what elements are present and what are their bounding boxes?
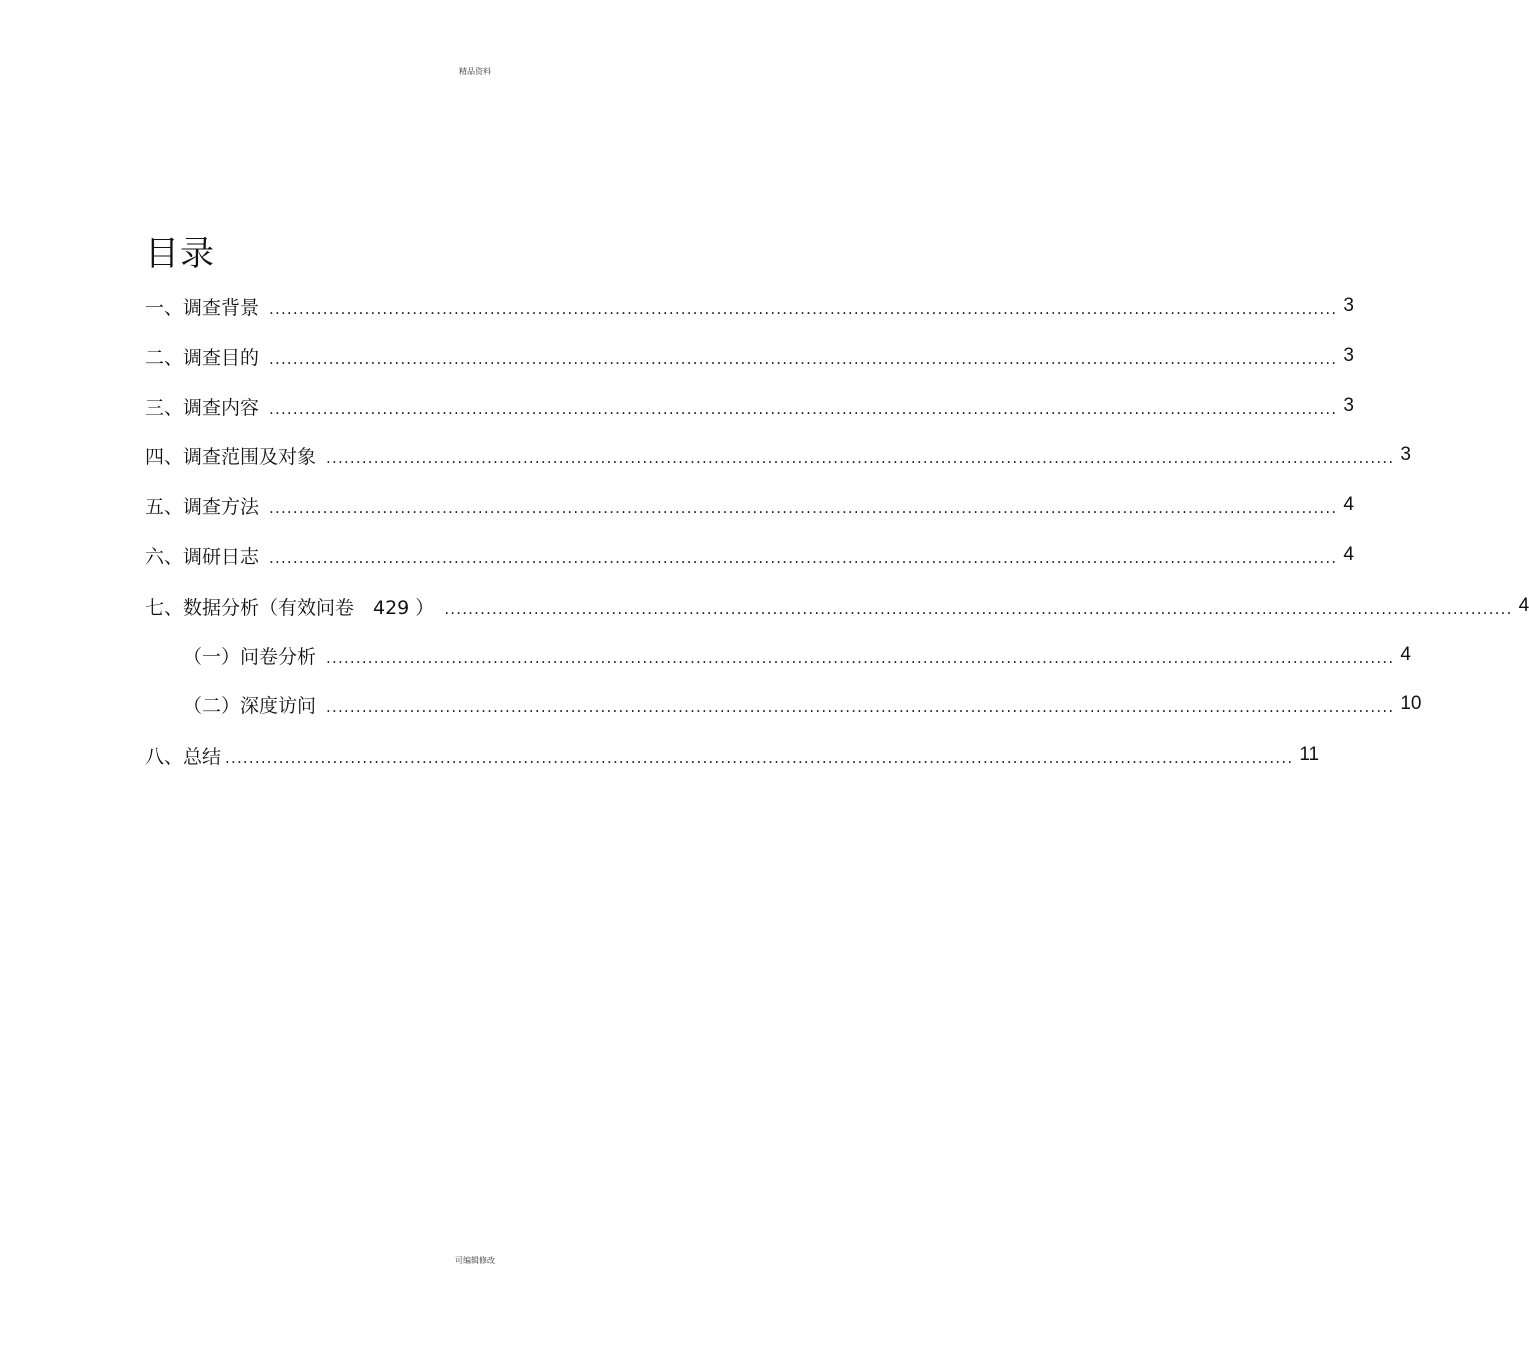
toc-dot-leader: ................................................................................................................................................................................... [269, 300, 1338, 318]
toc-entry-summary[interactable] [145, 742, 1320, 768]
toc-dot-leader: ................................................................................................................................................................................... [326, 649, 1395, 667]
toc-entry-label: 二、调查目的 [145, 346, 260, 369]
toc-entry-data-analysis[interactable] [145, 593, 1529, 619]
toc-page-number: 4 [1343, 494, 1354, 515]
toc-entry-label: 五、调查方法 [145, 495, 260, 518]
toc-entry-background[interactable] [145, 293, 1354, 319]
toc-entry-label: 七、数据分析（有效问卷 429 ） [145, 596, 435, 619]
toc-entry-content[interactable] [145, 393, 1354, 419]
toc-page-number: 4 [1518, 595, 1529, 616]
toc-entry-scope[interactable] [145, 442, 1411, 468]
toc-entry-label: 四、调查范围及对象 [145, 445, 317, 468]
toc-page-number: 10 [1400, 693, 1422, 714]
toc-page-number: 3 [1343, 295, 1354, 316]
toc-entry-questionnaire[interactable] [183, 642, 1411, 668]
toc-entry-label: 八、总结 [145, 745, 222, 768]
page-header-note: 精品资料 [459, 67, 491, 76]
toc-dot-leader: ................................................................................................................................................................................... [269, 350, 1338, 368]
toc-page-number: 3 [1343, 345, 1354, 366]
toc-entry-label: （二）深度访问 [183, 694, 317, 717]
toc-entry-label: 六、调研日志 [145, 545, 260, 568]
toc-dot-leader: ................................................................................................................................................................................... [269, 400, 1338, 418]
toc-dot-leader: ................................................................................................................................................................................... [326, 698, 1395, 716]
toc-entry-log[interactable] [145, 542, 1354, 568]
toc-entry-label: 三、调查内容 [145, 396, 260, 419]
toc-dot-leader: ................................................................................................................................................................................... [269, 499, 1338, 517]
toc-dot-leader: ................................................................................................................................................................................... [326, 449, 1395, 467]
toc-dot-leader: ................................................................................................................................................................................... [269, 549, 1338, 567]
toc-dot-leader: ................................................................................................................................................................................... [444, 600, 1513, 618]
toc-entry-label: 一、调查背景 [145, 296, 260, 319]
toc-title: 目录 [145, 234, 215, 274]
toc-page-number: 4 [1400, 644, 1411, 665]
toc-page-number: 11 [1299, 744, 1320, 765]
toc-entry-label: （一）问卷分析 [183, 645, 317, 668]
toc-entry-method[interactable] [145, 492, 1354, 518]
toc-page-number: 3 [1343, 395, 1354, 416]
toc-entry-purpose[interactable] [145, 343, 1354, 369]
toc-page-number: 4 [1343, 544, 1354, 565]
toc-page-number: 3 [1400, 444, 1411, 465]
toc-dot-leader: ................................................................................................................................................................................... [225, 749, 1294, 767]
toc-entry-interview[interactable] [183, 691, 1422, 717]
page-footer-note: 可编辑修改 [455, 1256, 495, 1265]
